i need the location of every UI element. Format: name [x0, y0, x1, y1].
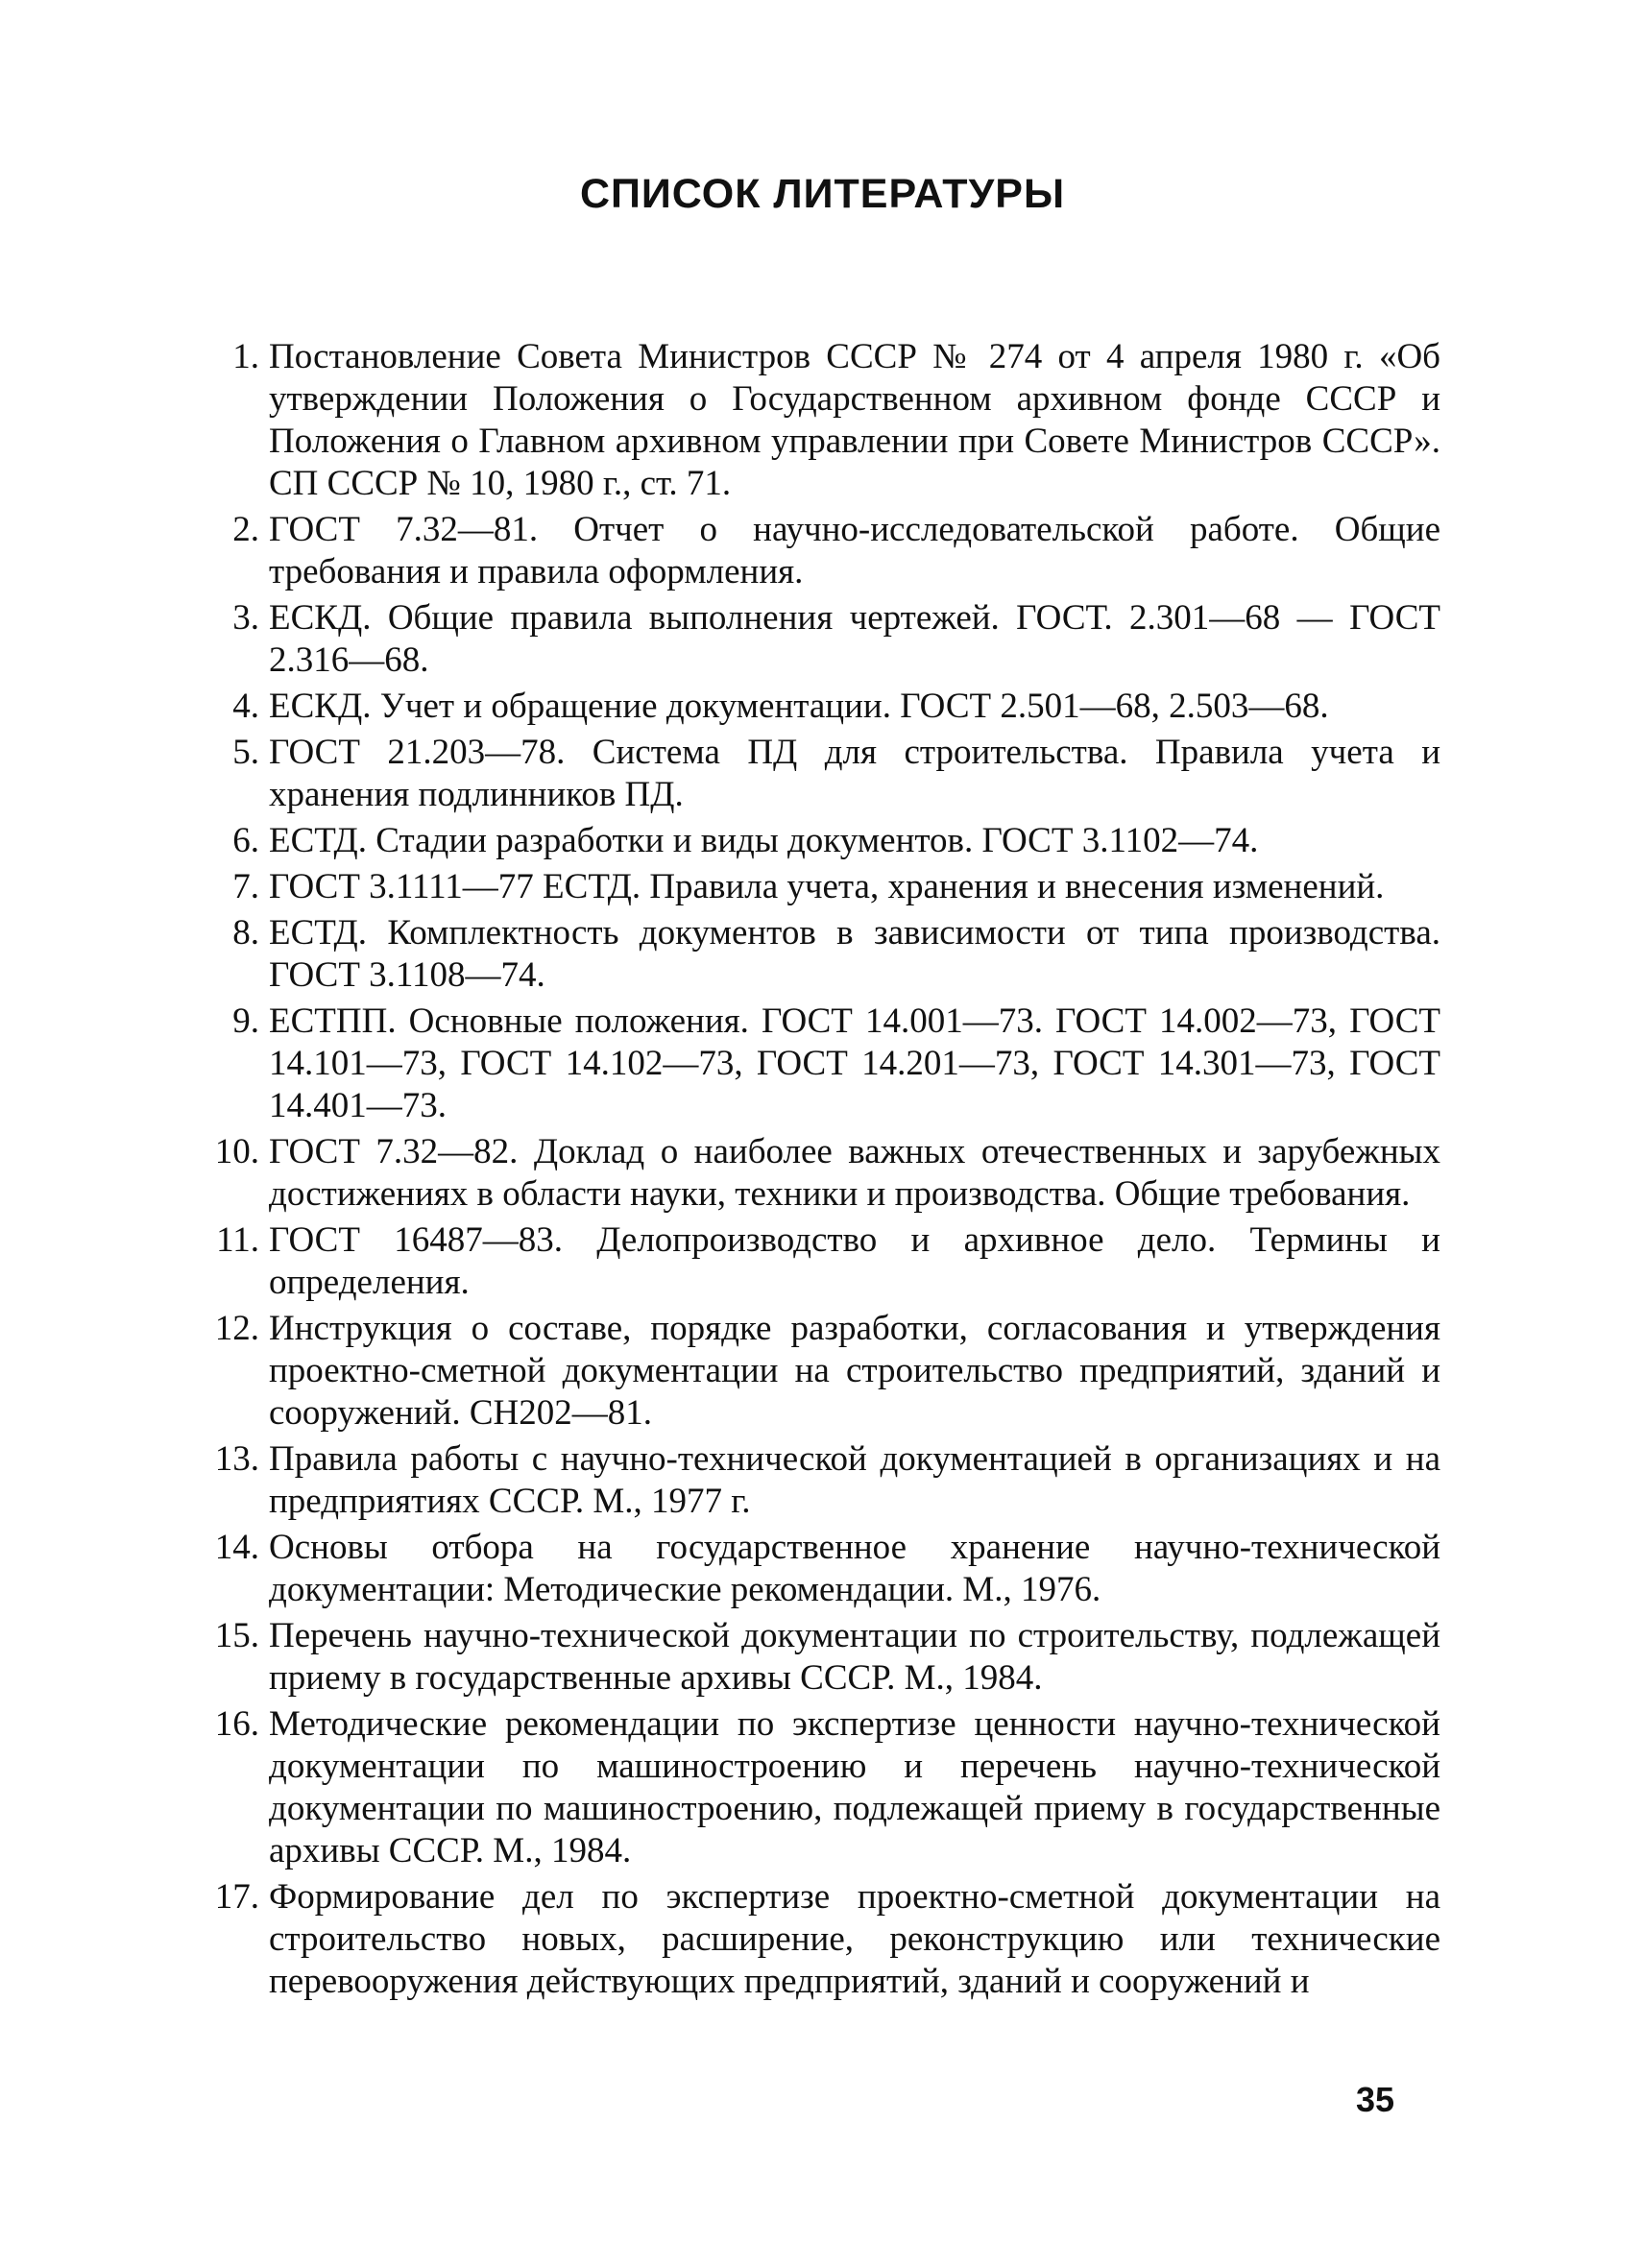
list-item — [192, 1527, 1440, 1611]
item-number: 1. — [232, 337, 259, 376]
item-number: 10. — [214, 1132, 259, 1171]
item-text: Постановление Совета Министров СССР № 274 от 4 апреля 1980 г. «Об утверждении Положения о Государственном архивном фонде СССР и Положения о Главном архивном управлении при Совете Министров СССР». СП СССР № 10, 1980 г., ст. 71. — [269, 337, 1440, 503]
list-item — [192, 1703, 1440, 1872]
item-number: 16. — [214, 1704, 259, 1744]
list-item — [192, 1876, 1440, 2003]
list-item — [192, 509, 1440, 593]
item-number: 2. — [232, 510, 259, 549]
page-number: 35 — [1356, 2080, 1395, 2119]
item-text: ГОСТ 3.1111—77 ЕСТД. Правила учета, хранения и внесения изменений. — [269, 867, 1385, 906]
list-item — [192, 1219, 1440, 1304]
item-number: 4. — [232, 687, 259, 726]
item-text: Формирование дел по экспертизе проектно-сметной документации на строительство новых, расширение, реконструкцию или технические перевооружения действующих предприятий, зданий и сооружений и — [269, 1877, 1440, 2001]
item-text: ЕСТД. Комплектность документов в зависимости от типа производства. ГОСТ 3.1108—74. — [269, 913, 1440, 995]
item-text: ГОСТ 21.203—78. Система ПД для строительства. Правила учета и хранения подлинников ПД. — [269, 733, 1440, 814]
list-item — [192, 866, 1440, 908]
list-item — [192, 1308, 1440, 1435]
item-text: Перечень научно-технической документации по строительству, подлежащей приему в государственные архивы СССР. М., 1984. — [269, 1616, 1440, 1698]
page-title: СПИСОК ЛИТЕРАТУРЫ — [579, 171, 1066, 217]
list-item — [192, 1131, 1440, 1216]
item-text: Инструкция о составе, порядке разработки, согласования и утверждения проектно-сметной документации на строительство предприятий, зданий и сооружений. СН202—81. — [269, 1309, 1440, 1433]
item-text: Методические рекомендации по экспертизе ценности научно-технической документации по машиностроению и перечень научно-технической документации по машиностроению, подлежащей приему в государственные архивы СССР. М., 1984. — [269, 1704, 1440, 1870]
reference-list — [192, 336, 1440, 2007]
item-number: 14. — [214, 1528, 259, 1567]
item-number: 3. — [232, 598, 259, 638]
list-item — [192, 820, 1440, 862]
list-item — [192, 1615, 1440, 1700]
list-item — [192, 686, 1440, 728]
item-text: ЕСКД. Учет и обращение документации. ГОСТ 2.501—68, 2.503—68. — [269, 687, 1329, 726]
list-item — [192, 1438, 1440, 1523]
item-text: ЕСКД. Общие правила выполнения чертежей. ГОСТ. 2.301—68 — ГОСТ 2.316—68. — [269, 598, 1440, 680]
list-item — [192, 1001, 1440, 1127]
item-number: 11. — [216, 1220, 259, 1260]
item-text: ГОСТ 16487—83. Делопроизводство и архивное дело. Термины и определения. — [269, 1220, 1440, 1302]
item-text: ГОСТ 7.32—81. Отчет о научно-исследовательской работе. Общие требования и правила оформления. — [269, 510, 1440, 591]
list-item — [192, 597, 1440, 682]
item-number: 9. — [232, 1001, 259, 1041]
item-number: 5. — [232, 733, 259, 772]
item-number: 15. — [214, 1616, 259, 1655]
list-item — [192, 336, 1440, 505]
item-number: 7. — [232, 867, 259, 906]
item-text: ЕСТПП. Основные положения. ГОСТ 14.001—73. ГОСТ 14.002—73, ГОСТ 14.101—73, ГОСТ 14.102—73, ГОСТ 14.201—73, ГОСТ 14.301—73, ГОСТ 14.401—73. — [269, 1001, 1440, 1125]
item-number: 6. — [232, 821, 259, 860]
item-text: Основы отбора на государственное хранение научно-технической документации: Методические рекомендации. М., 1976. — [269, 1528, 1440, 1609]
item-text: ЕСТД. Стадии разработки и виды документов. ГОСТ 3.1102—74. — [269, 821, 1259, 860]
item-text: Правила работы с научно-технической документацией в организациях и на предприятиях СССР. М., 1977 г. — [269, 1439, 1440, 1521]
item-text: ГОСТ 7.32—82. Доклад о наиболее важных отечественных и зарубежных достижениях в области науки, техники и производства. Общие требования. — [269, 1132, 1440, 1214]
list-item — [192, 732, 1440, 816]
list-item — [192, 912, 1440, 997]
item-number: 12. — [214, 1309, 259, 1348]
item-number: 13. — [214, 1439, 259, 1479]
item-number: 8. — [232, 913, 259, 953]
item-number: 17. — [214, 1877, 259, 1917]
